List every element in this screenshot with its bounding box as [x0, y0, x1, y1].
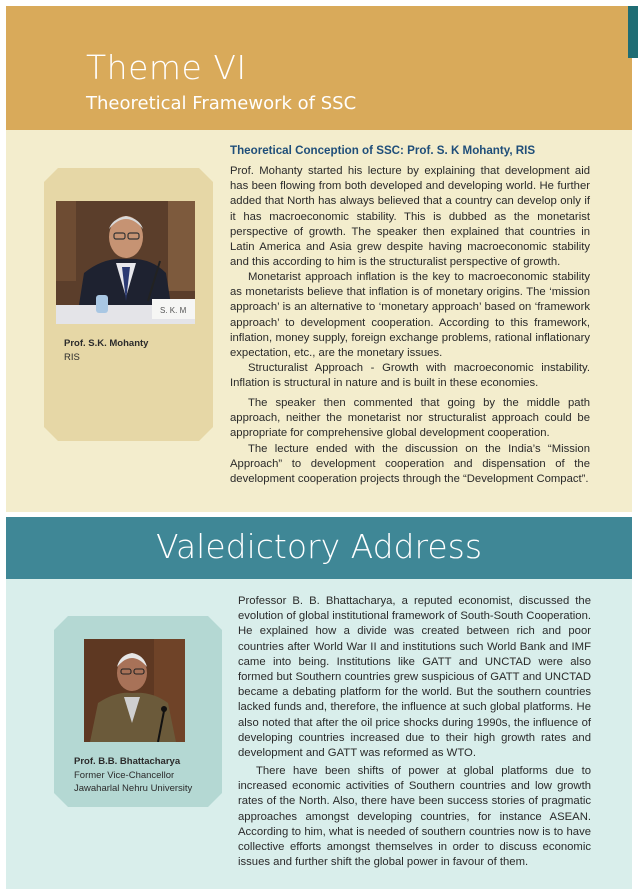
profile-name-mohanty: Prof. S.K. Mohanty	[64, 338, 149, 349]
theme-title: Theme VI	[86, 48, 247, 87]
profile-affiliation-mohanty: RIS	[64, 352, 80, 363]
accent-strip	[628, 6, 638, 58]
theme-paragraph: The lecture ended with the discussion on the India’s “Mission Approach” to development cooperation and dispensation of the development cooperation projects through the “Development Compact”.	[230, 443, 590, 486]
profile-institution-bhattacharya: Jawaharlal Nehru University	[74, 783, 193, 794]
theme-paragraph: The speaker then commented that going by the middle path approach, neither the monetarist nor structuralist approach could be appropriate for comprehensive global development cooperation.	[230, 397, 590, 440]
theme-paragraph: Structuralist Approach - Growth with macroeconomic instability. Inflation is structural in nature and is built in these economies.	[230, 362, 590, 390]
valedictory-title: Valedictory Address	[155, 527, 483, 566]
section-heading: Theoretical Conception of SSC: Prof. S. K Mohanty, RIS	[230, 144, 536, 157]
speaker-photo-mohanty	[56, 201, 195, 324]
theme-subtitle: Theoretical Framework of SSC	[86, 93, 357, 114]
valedictory-paragraph: There have been shifts of power at global platforms due to increased economic activities of Southern countries and low growth rates of the North. Also, there have been success stories of pragmatic approaches amongst developing countries, for instance ASEAN. According to him, what is needed of southern countries now is to have collective efforts amongst themselves in order to discuss economic issues and further shift the global power in favour of them.	[238, 765, 591, 869]
theme-paragraph: Prof. Mohanty started his lecture by explaining that development aid has been flowing from both developed and developing world. He further added that North has always believed that a country can develop only if it has macroeconomic stability. This is dubbed as the monetarist perspective of growth. The speaker then explained that countries in Latin America and Asia grew despite having macroeconomic stability and this according to him is the structuralist perspective of growth.	[230, 165, 590, 269]
speaker-photo-illustration	[84, 639, 185, 742]
speaker-photo-bhattacharya	[84, 639, 185, 742]
valedictory-paragraph: Professor B. B. Bhattacharya, a reputed economist, discussed the evolution of global institutional framework of South-South Cooperation. He explained how a divide was created between rich and poor countries after World War II and institutions such World Bank and IMF came into being. Institutions like GATT and UNCTAD were also formed but Southern countries grew suspicious of GATT and UNCTAD became a debating platform for the world. But the southern countries lacked funds and, therefore, the influence at such global platforms. He also noted that after the oil price shocks during 1990s, the influence of developing countries increased due to their high growth rates and development and GATT was reformed as WTO.	[238, 595, 591, 760]
speaker-photo-illustration	[56, 201, 195, 324]
nameplate-text: S. K. M	[160, 306, 187, 315]
theme-paragraph: Monetarist approach inflation is the key to macroeconomic stability as monetarists believe that inflation is of monetary origins. The ‘mission approach’ is an alternative to ‘monetary approach’ based on ‘framework approach’ to development cooperation. According to this framework, inflation, money supply, foreign exchange problems, rational inflationary expectation, etc., are the monetary issues.	[230, 271, 590, 360]
profile-name-bhattacharya: Prof. B.B. Bhattacharya	[74, 756, 181, 767]
profile-role-bhattacharya: Former Vice-Chancellor	[74, 770, 175, 781]
